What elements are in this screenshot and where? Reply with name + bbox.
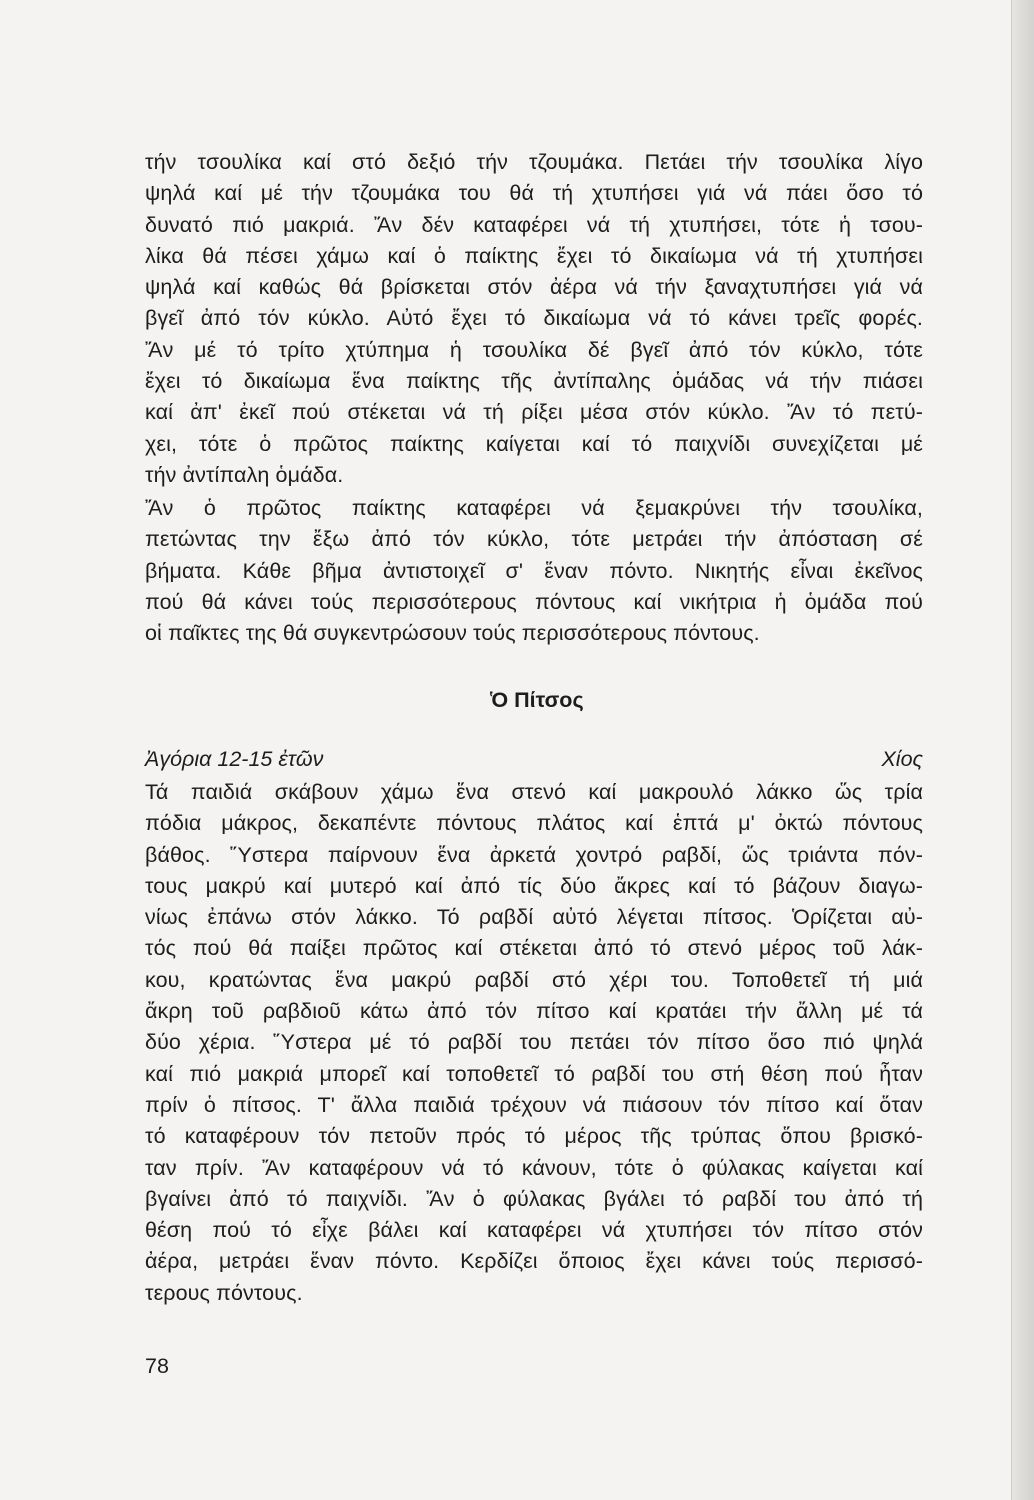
text-line: πόδια μάκρος, δεκαπέντε πόντους πλάτος καί ἑπτά μ' ὀκτώ πόντους: [145, 811, 923, 836]
text-line: πετώντας την ἔξω ἀπό τόν κύκλο, τότε μετράει τήν ἀπόσταση σέ: [145, 527, 923, 552]
section-audience: Ἀγόρια 12-15 ἐτῶν: [145, 747, 324, 771]
text-line: πρίν ὁ πίτσος. Τ' ἄλλα παιδιά τρέχουν νά πιάσουν τόν πίτσο καί ὅταν: [145, 1092, 923, 1117]
section-title: Ὁ Πίτσος: [490, 688, 584, 712]
text-line: οἱ παῖκτες της θά συγκεντρώσουν τούς περισσότερους πόντους.: [145, 621, 760, 646]
text-line: τερους πόντους.: [145, 1280, 303, 1305]
paragraph-tsoulika-scoring: [145, 493, 923, 649]
text-line: τό καταφέρουν τόν πετοῦν πρός τό μέρος τῆς τρύπας ὅπου βρισκό-: [145, 1124, 923, 1149]
text-line: βάθος. Ὕστερα παίρνουν ἕνα ἀρκετά χοντρό ραβδί, ὥς τριάντα πόν-: [145, 842, 923, 867]
text-line: Τά παιδιά σκάβουν χάμω ἕνα στενό καί μακρουλό λάκκο ὥς τρία: [145, 780, 923, 804]
text-line: λίκα θά πέσει χάμω καί ὁ παίκτης ἔχει τό δικαίωμα νά τή χτυπήσει: [145, 243, 923, 268]
paragraph-tsoulika-rules: [145, 147, 923, 491]
text-line: βήματα. Κάθε βῆμα ἀντιστοιχεῖ σ' ἕναν πόντο. Νικητής εἶναι ἐκεῖνος: [145, 558, 923, 583]
text-line: βγεῖ ἀπό τόν κύκλο. Αὐτό ἔχει τό δικαίωμα νά τό κάνει τρεῖς φορές.: [145, 306, 923, 331]
text-line: ψηλά καί καθώς θά βρίσκεται στόν ἀέρα νά τήν ξαναχτυπήσει γιά νά: [145, 275, 923, 300]
text-line: καί πιό μακριά μπορεῖ καί τοποθετεῖ τό ραβδί του στή θέση πού ἦταν: [145, 1061, 923, 1086]
section-place: Χίος: [881, 747, 923, 771]
section-meta: [145, 747, 923, 777]
text-line: τήν τσουλίκα καί στό δεξιό τήν τζουμάκα. Πετάει τήν τσουλίκα λίγο: [145, 150, 923, 174]
page-number: 78: [145, 1354, 169, 1378]
text-line: ψηλά καί μέ τήν τζουμάκα του θά τή χτυπήσει γιά νά πάει ὅσο τό: [145, 181, 923, 206]
page-edge: [1011, 0, 1034, 1500]
text-line: κου, κρατώντας ἕνα μακρύ ραβδί στό χέρι του. Τοποθετεῖ τή μιά: [145, 967, 923, 992]
text-line: θέση πού τό εἶχε βάλει καί καταφέρει νά χτυπήσει τόν πίτσο στόν: [145, 1218, 923, 1243]
text-line: δύο χέρια. Ὕστερα μέ τό ραβδί του πετάει τόν πίτσο ὅσο πιό ψηλά: [145, 1030, 923, 1055]
text-line: πού θά κάνει τούς περισσότερους πόντους καί νικήτρια ἡ ὁμάδα πού: [145, 589, 923, 614]
text-line: τήν ἀντίπαλη ὁμάδα.: [145, 462, 344, 487]
text-line: ἄκρη τοῦ ραβδιοῦ κάτω ἀπό τόν πίτσο καί κρατάει τήν ἄλλη μέ τά: [145, 999, 923, 1024]
text-line: νίως ἐπάνω στόν λάκκο. Τό ραβδί αὐτό λέγεται πίτσος. Ὁρίζεται αὐ-: [145, 905, 923, 930]
text-line: τους μακρύ καί μυτερό καί ἀπό τίς δύο ἄκρες καί τό βάζουν διαγω-: [145, 873, 923, 898]
text-line: Ἄν ὁ πρῶτος παίκτης καταφέρει νά ξεμακρύνει τήν τσουλίκα,: [145, 496, 923, 520]
text-line: ἔχει τό δικαίωμα ἕνα παίκτης τῆς ἀντίπαλης ὁμάδας νά τήν πιάσει: [145, 369, 923, 394]
text-line: βγαίνει ἀπό τό παιχνίδι. Ἄν ὁ φύλακας βγάλει τό ραβδί του ἀπό τή: [145, 1186, 923, 1211]
text-line: τός πού θά παίξει πρῶτος καί στέκεται ἀπό τό στενό μέρος τοῦ λάκ-: [145, 936, 923, 961]
text-line: ταν πρίν. Ἄν καταφέρουν νά τό κάνουν, τότε ὁ φύλακας καίγεται καί: [145, 1155, 923, 1180]
text-line: Ἄν μέ τό τρίτο χτύπημα ἡ τσουλίκα δέ βγεῖ ἀπό τόν κύκλο, τότε: [145, 337, 923, 362]
text-line: ἀέρα, μετράει ἕναν πόντο. Κερδίζει ὅποιος ἔχει κάνει τούς περισσό-: [145, 1249, 923, 1274]
text-line: δυνατό πιό μακριά. Ἄν δέν καταφέρει νά τή χτυπήσει, τότε ἡ τσου-: [145, 212, 923, 237]
paragraph-pitsos-rules: [145, 777, 923, 1309]
text-line: καί ἀπ' ἐκεῖ πού στέκεται νά τή ρίξει μέσα στόν κύκλο. Ἄν τό πετύ-: [145, 400, 923, 425]
text-line: χει, τότε ὁ πρῶτος παίκτης καίγεται καί τό παιχνίδι συνεχίζεται μέ: [145, 431, 923, 456]
